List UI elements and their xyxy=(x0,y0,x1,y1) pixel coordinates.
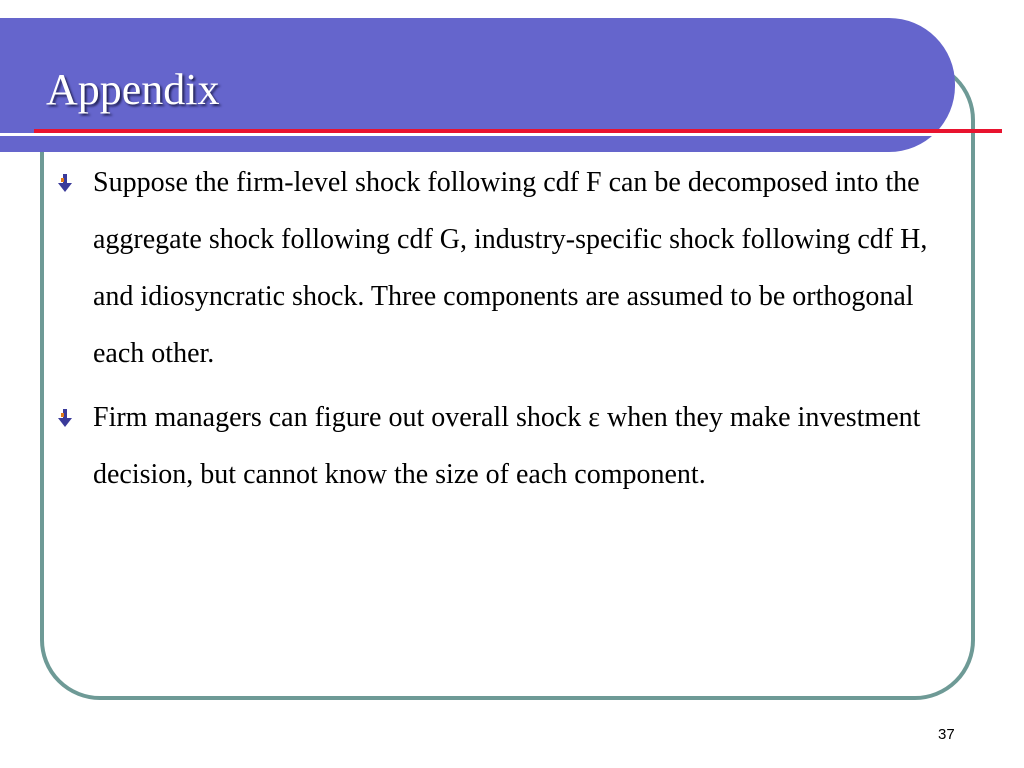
title-underline-gap xyxy=(0,133,955,136)
down-arrow-bullet-icon xyxy=(58,174,72,192)
slide-title: Appendix xyxy=(46,65,220,114)
page-number: 37 xyxy=(938,726,955,743)
bullet-text-2: Firm managers can figure out overall shock ε when they make investment decision, but cannot know the size of each component. xyxy=(93,402,921,490)
bullet-list xyxy=(58,154,953,510)
bullet-text-1: Suppose the firm-level shock following cdf F can be decomposed into the aggregate shock following cdf G, industry-specific shock following cdf H, and idiosyncratic shock. Three components are assumed to be orthogonal each other. xyxy=(93,167,928,369)
bullet-item-1 xyxy=(58,154,953,382)
down-arrow-bullet-icon xyxy=(58,409,72,427)
bullet-item-2 xyxy=(58,389,953,503)
